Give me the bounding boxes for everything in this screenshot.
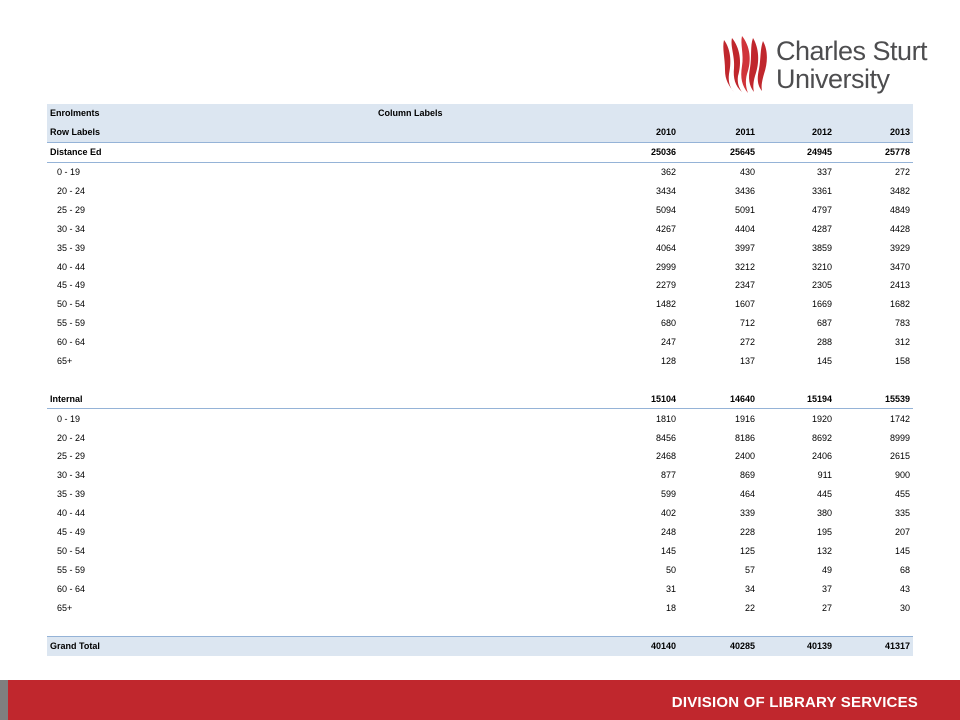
age-band-label: 55 - 59 bbox=[57, 318, 86, 329]
age-band-label: 40 - 44 bbox=[57, 508, 86, 519]
value-cell: 599 bbox=[660, 489, 676, 500]
grand-total-cell: 40140 bbox=[603, 636, 679, 655]
table-year-header-row bbox=[47, 123, 913, 142]
value-cell: 3212 bbox=[734, 261, 755, 272]
column-labels-header: Column Labels bbox=[375, 104, 603, 123]
group-total-cell: 15539 bbox=[835, 389, 913, 408]
age-band-label: 35 - 39 bbox=[57, 489, 86, 500]
age-band-row bbox=[47, 598, 913, 617]
age-band-row bbox=[47, 200, 913, 219]
value-cell: 158 bbox=[894, 356, 910, 367]
value-cell: 50 bbox=[665, 564, 676, 575]
value-cell: 37 bbox=[821, 583, 832, 594]
age-band-row bbox=[47, 541, 913, 560]
value-cell: 1916 bbox=[734, 413, 755, 424]
age-band-row bbox=[47, 238, 913, 257]
value-cell: 1669 bbox=[811, 299, 832, 310]
age-band-label: 50 - 54 bbox=[57, 299, 86, 310]
age-band-label: 45 - 49 bbox=[57, 527, 86, 538]
value-cell: 43 bbox=[899, 583, 910, 594]
value-cell: 125 bbox=[739, 545, 755, 556]
age-band-row bbox=[47, 352, 913, 371]
value-cell: 132 bbox=[816, 545, 832, 556]
value-cell: 4849 bbox=[889, 204, 910, 215]
value-cell: 1482 bbox=[655, 299, 676, 310]
value-cell: 228 bbox=[739, 527, 755, 538]
value-cell: 4287 bbox=[811, 223, 832, 234]
value-cell: 783 bbox=[894, 318, 910, 329]
age-band-label: 35 - 39 bbox=[57, 242, 86, 253]
age-band-label: 25 - 29 bbox=[57, 204, 86, 215]
value-cell: 455 bbox=[894, 489, 910, 500]
value-cell: 31 bbox=[665, 583, 676, 594]
age-band-row bbox=[47, 314, 913, 333]
value-cell: 8186 bbox=[734, 432, 755, 443]
value-cell: 145 bbox=[660, 545, 676, 556]
value-cell: 8692 bbox=[811, 432, 832, 443]
age-band-row bbox=[47, 579, 913, 598]
age-band-row bbox=[47, 485, 913, 504]
value-cell: 1810 bbox=[655, 413, 676, 424]
value-cell: 2468 bbox=[655, 451, 676, 462]
wordmark-line-2: University bbox=[776, 64, 890, 94]
value-cell: 4064 bbox=[655, 242, 676, 253]
value-cell: 8456 bbox=[655, 432, 676, 443]
group-total-cell: 25645 bbox=[679, 142, 758, 162]
age-band-label: 60 - 64 bbox=[57, 583, 86, 594]
age-band-label: 30 - 34 bbox=[57, 223, 86, 234]
year-header-2013: 2013 bbox=[835, 123, 913, 142]
grand-total-cell: 40285 bbox=[679, 636, 758, 655]
age-band-label: 45 - 49 bbox=[57, 280, 86, 291]
enrolments-pivot-table bbox=[47, 104, 913, 656]
university-logo bbox=[720, 36, 930, 94]
wordmark-line-1: Charles Sturt bbox=[776, 36, 928, 66]
age-band-label: 30 - 34 bbox=[57, 470, 86, 481]
value-cell: 8999 bbox=[889, 432, 910, 443]
value-cell: 145 bbox=[816, 356, 832, 367]
value-cell: 4797 bbox=[811, 204, 832, 215]
value-cell: 30 bbox=[899, 602, 910, 613]
spacer-cell bbox=[47, 617, 913, 636]
row-labels-header: Row Labels bbox=[47, 123, 603, 142]
age-band-row bbox=[47, 560, 913, 579]
value-cell: 49 bbox=[821, 564, 832, 575]
value-cell: 2347 bbox=[734, 280, 755, 291]
value-cell: 335 bbox=[894, 508, 910, 519]
value-cell: 464 bbox=[739, 489, 755, 500]
value-cell: 430 bbox=[739, 167, 755, 178]
age-band-row bbox=[47, 447, 913, 466]
value-cell: 911 bbox=[817, 470, 832, 481]
value-cell: 272 bbox=[739, 337, 755, 348]
measure-label: Enrolments bbox=[47, 104, 375, 123]
value-cell: 145 bbox=[894, 545, 910, 556]
value-cell: 247 bbox=[660, 337, 676, 348]
value-cell: 1920 bbox=[811, 413, 832, 424]
age-band-row bbox=[47, 504, 913, 523]
spacer-row bbox=[47, 617, 913, 636]
age-band-row bbox=[47, 409, 913, 428]
age-band-label: 0 - 19 bbox=[57, 167, 81, 178]
value-cell: 3434 bbox=[655, 186, 676, 196]
value-cell: 68 bbox=[899, 564, 910, 575]
value-cell: 207 bbox=[894, 527, 910, 538]
group-total-cell: 24945 bbox=[758, 142, 835, 162]
value-cell: 1682 bbox=[889, 299, 910, 310]
value-cell: 288 bbox=[816, 337, 832, 348]
value-cell: 362 bbox=[660, 167, 676, 178]
year-header-2011: 2011 bbox=[679, 123, 758, 142]
value-cell: 2406 bbox=[811, 451, 832, 462]
group-total-cell: 15194 bbox=[758, 389, 835, 408]
value-cell: 402 bbox=[660, 508, 676, 519]
value-cell: 27 bbox=[821, 602, 832, 613]
value-cell: 445 bbox=[816, 489, 832, 500]
age-band-row bbox=[47, 428, 913, 447]
value-cell: 57 bbox=[744, 564, 755, 575]
footer-division-label: DIVISION OF LIBRARY SERVICES bbox=[671, 694, 918, 711]
value-cell: 2305 bbox=[811, 280, 832, 291]
age-band-label: 20 - 24 bbox=[57, 432, 86, 443]
flame-emblem-icon bbox=[720, 36, 772, 94]
grand-total-label: Grand Total bbox=[47, 636, 603, 655]
value-cell: 3210 bbox=[811, 261, 832, 272]
age-band-row bbox=[47, 257, 913, 276]
age-band-row bbox=[47, 333, 913, 352]
value-cell: 337 bbox=[816, 167, 832, 178]
value-cell: 2413 bbox=[889, 280, 910, 291]
value-cell: 339 bbox=[739, 508, 755, 519]
group-total-cell: 25036 bbox=[603, 142, 679, 162]
age-band-label: 25 - 29 bbox=[57, 451, 86, 462]
value-cell: 3361 bbox=[811, 186, 832, 196]
age-band-label: 40 - 44 bbox=[57, 261, 86, 272]
value-cell: 3929 bbox=[889, 242, 910, 253]
year-header-2010: 2010 bbox=[603, 123, 679, 142]
value-cell: 272 bbox=[894, 167, 910, 178]
value-cell: 22 bbox=[744, 602, 755, 613]
value-cell: 128 bbox=[660, 356, 676, 367]
age-band-row bbox=[47, 523, 913, 542]
group-subtotal-row bbox=[47, 142, 913, 162]
grand-total-row bbox=[47, 636, 913, 655]
university-wordmark bbox=[776, 37, 927, 93]
value-cell: 4428 bbox=[889, 223, 910, 234]
header-filler-cell bbox=[679, 104, 758, 123]
header-filler-cell bbox=[835, 104, 913, 123]
age-band-row bbox=[47, 466, 913, 485]
group-label: Internal bbox=[47, 389, 603, 408]
value-cell: 3470 bbox=[889, 261, 910, 272]
header-filler-cell bbox=[758, 104, 835, 123]
value-cell: 2279 bbox=[655, 280, 676, 291]
age-band-label: 50 - 54 bbox=[57, 545, 86, 556]
age-band-label: 65+ bbox=[57, 602, 73, 613]
value-cell: 900 bbox=[894, 470, 910, 481]
value-cell: 3997 bbox=[734, 242, 755, 253]
spacer-row bbox=[47, 370, 913, 389]
age-band-row bbox=[47, 295, 913, 314]
value-cell: 2615 bbox=[889, 451, 910, 462]
value-cell: 869 bbox=[739, 470, 755, 481]
age-band-label: 0 - 19 bbox=[57, 413, 81, 424]
table-header-row bbox=[47, 104, 913, 123]
header-filler-cell bbox=[603, 104, 679, 123]
value-cell: 712 bbox=[739, 318, 755, 329]
age-band-row bbox=[47, 219, 913, 238]
value-cell: 312 bbox=[894, 337, 910, 348]
value-cell: 5094 bbox=[655, 204, 676, 215]
value-cell: 1607 bbox=[734, 299, 755, 310]
grand-total-cell: 41317 bbox=[835, 636, 913, 655]
value-cell: 3482 bbox=[889, 186, 910, 196]
value-cell: 2999 bbox=[655, 261, 676, 272]
age-band-label: 20 - 24 bbox=[57, 186, 86, 196]
value-cell: 1742 bbox=[889, 413, 910, 424]
group-subtotal-row bbox=[47, 389, 913, 408]
age-band-row bbox=[47, 182, 913, 201]
group-total-cell: 14640 bbox=[679, 389, 758, 408]
value-cell: 34 bbox=[744, 583, 755, 594]
value-cell: 4404 bbox=[734, 223, 755, 234]
value-cell: 3859 bbox=[811, 242, 832, 253]
grand-total-cell: 40139 bbox=[758, 636, 835, 655]
value-cell: 877 bbox=[660, 470, 676, 481]
value-cell: 687 bbox=[816, 318, 832, 329]
value-cell: 3436 bbox=[734, 186, 755, 196]
value-cell: 2400 bbox=[734, 451, 755, 462]
age-band-row bbox=[47, 162, 913, 181]
group-total-cell: 25778 bbox=[835, 142, 913, 162]
age-band-label: 60 - 64 bbox=[57, 337, 86, 348]
value-cell: 5091 bbox=[734, 204, 755, 215]
age-band-label: 55 - 59 bbox=[57, 564, 86, 575]
group-total-cell: 15104 bbox=[603, 389, 679, 408]
value-cell: 380 bbox=[816, 508, 832, 519]
age-band-row bbox=[47, 276, 913, 295]
year-header-2012: 2012 bbox=[758, 123, 835, 142]
value-cell: 18 bbox=[665, 602, 676, 613]
value-cell: 680 bbox=[660, 318, 676, 329]
value-cell: 137 bbox=[739, 356, 755, 367]
value-cell: 195 bbox=[816, 527, 832, 538]
age-band-label: 65+ bbox=[57, 356, 73, 367]
group-label: Distance Ed bbox=[47, 142, 603, 162]
value-cell: 4267 bbox=[655, 223, 676, 234]
value-cell: 248 bbox=[660, 527, 676, 538]
spacer-cell bbox=[47, 370, 913, 389]
